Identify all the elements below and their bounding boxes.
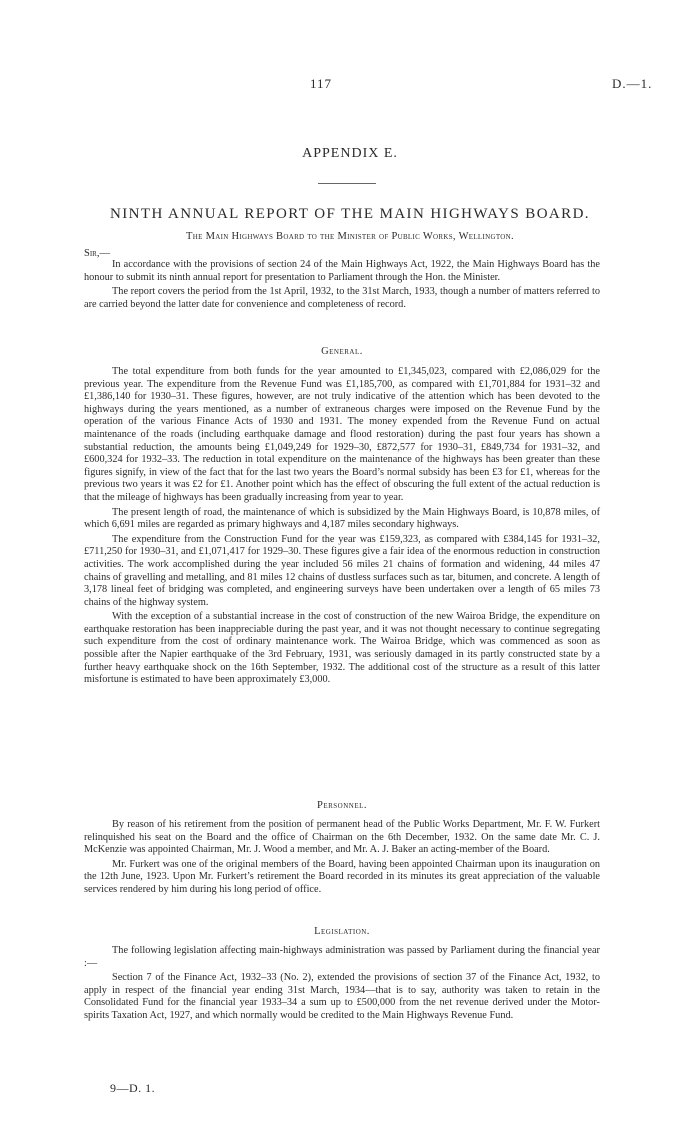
general-paragraph-1: The total expenditure from both funds for the year amounted to £1,345,023, compared with £2,086,029 for the previous year. The expenditure from the Revenue Fund was £1,185,700, as compared with £1,701,884 for 1931–32 and £1,386,140 for 1930–31. These figures, however, are not truly indicative of the attention which has been devoted to the highways during the years mentioned, as a number of extraneous charges were imposed on the Revenue Fund by the operation of the various Finance Acts of 1930 and 1931. The money expended from the Revenue Fund on actual maintenance of the roads (including earthquake damage and flood restoration) during the past four years has shown a substantial reduction, the amounts being £1,049,249 for 1929–30, £872,577 for 1930–31, £849,734 for 1931–32, and £600,324 for 1932–33. The reduction in total expenditure on the maintenance of the highways has been greater than these figures signify, in view of the fact that for the last two years the Board’s normal subsidy has been £3 for £1, whereas for the previous two years it was £2 for £1. Another point which has the effect of obscuring the full extent of the actual reduction is that the mileage of highways has been gradually increasing from year to year. [84,366,600,503]
intro-paragraph-1: In accordance with the provisions of section 24 of the Main Highways Act, 1922, the Main Highways Board has the honour to submit its ninth annual report for presentation to Parliament through the Hon. the Minister. [84,259,600,283]
section-legislation [84,926,600,1023]
appendix-title: APPENDIX E. [302,146,398,161]
salutation: Sir,— [84,248,110,259]
divider-rule [318,183,376,184]
legislation-paragraph-2: Section 7 of the Finance Act, 1932–33 (No. 2), extended the provisions of section 37 of the Finance Act, 1932, to apply in respect of the financial year ending 31st March, 1934—that is to say, authority was taken to retain in the Consolidated Fund for the financial year 1933–34 a sum up to £500,000 from the net revenue derived under the Motor-spirits Taxation Act, 1927, and which normally would be credited to the Main Highways Revenue Fund. [84,972,600,1021]
document-reference: D.—1. [612,76,653,91]
general-paragraph-3: The expenditure from the Construction Fund for the year was £159,323, as compared with £384,145 for 1931–32, £711,250 for 1930–31, and £1,071,417 for 1929–30. These figures give a fair idea of the enormous reduction in construction activities. The work accomplished during the year included 56 miles 21 chains of formation and widening, 44 miles 47 chains of gravelling and metalling, and 81 miles 12 chains of dustless surfaces such as tar, bitumen, and concrete. A length of 3,178 lineal feet of bridging was completed, and engineering surveys have been undertaken over a length of 65 miles 73 chains of the highway system. [84,533,600,608]
report-title: NINTH ANNUAL REPORT OF THE MAIN HIGHWAYS BOARD. [110,206,590,222]
intro-paragraph-2: The report covers the period from the 1st April, 1932, to the 31st March, 1933, though a number of matters referred to are carried beyond the latter date for convenience and completeness of record. [84,286,600,310]
section-heading-personnel: Personnel. [316,800,368,811]
general-paragraph-4: With the exception of a substantial increase in the cost of construction of the new Wairoa Bridge, the expenditure on earthquake restoration has been inappreciable during the past year, and it was not thought necessary to continue segregating such expenditure from the cost of ordinary maintenance work. The Wairoa Bridge, which was commenced as soon as possible after the Napier earthquake of the 3rd February, 1931, was seriously damaged in its partly constructed state by a further heavy earthquake shock on the 16th September, 1932. The additional cost of the structure as a result of this latter misfortune is estimated to have been approximately £3,000. [84,611,600,686]
section-personnel [84,800,600,897]
addressee-line: The Main Highways Board to the Minister of Public Works, Wellington. [186,231,514,242]
personnel-paragraph-2: Mr. Furkert was one of the original members of the Board, having been appointed Chairman upon its inauguration on the 12th June, 1923. Upon Mr. Furkert’s retirement the Board recorded in its minutes its great appreciation of the valuable services rendered by him during his long period of office. [84,858,600,895]
intro-block [84,259,600,311]
legislation-paragraph-1: The following legislation affecting main-highways administration was passed by Parliament during the financial year :— [84,945,600,969]
general-paragraph-2: The present length of road, the maintenance of which is subsidized by the Main Highways Board, is 10,878 miles, of which 6,691 miles are regarded as primary highways and 4,187 miles secondary highways. [84,506,600,531]
page-number: 117 [310,76,333,91]
personnel-paragraph-1: By reason of his retirement from the position of permanent head of the Public Works Department, Mr. F. W. Furkert relinquished his seat on the Board and the office of Chairman on the 6th December, 1932. On the same date Mr. C. J. McKenzie was appointed Chairman, Mr. J. Wood a member, and Mr. A. J. Baker an acting-member of the Board. [84,819,600,856]
section-heading-legislation: Legislation. [314,926,370,937]
signature-mark: 9—D. 1. [110,1081,156,1095]
section-heading-general: General. [321,346,363,357]
section-general [84,346,600,687]
